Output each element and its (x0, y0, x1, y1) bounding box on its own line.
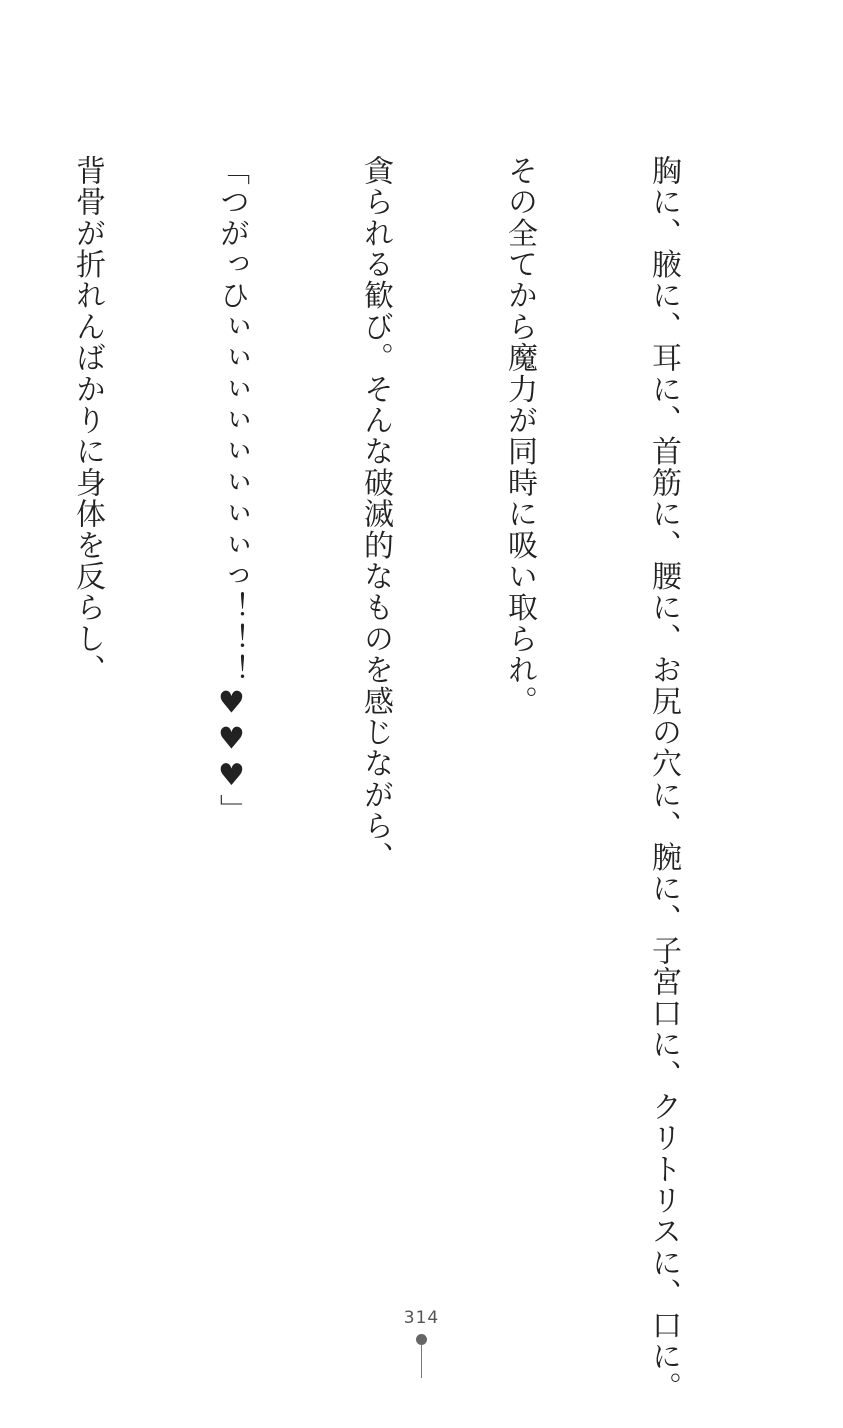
page-footer (0, 1308, 843, 1328)
page-number: 314 (403, 1308, 440, 1328)
text-line: その全てから魔力が同時に吸い取られ。 (502, 155, 537, 717)
text-line: 背骨が折れんばかりに身体を反らし、 (70, 155, 105, 686)
text-line: 貪られる歓び。そんな破滅的なものを感じながら、 (358, 155, 393, 873)
text-line: 「つがっひぃぃぃぃぃぃぃぃっ！！！♥♥♥」 (214, 155, 249, 826)
text-line: 胸に、腋に、耳に、首筋に、腰に、お尻の穴に、腕に、子宮口に、クリトリスに、口に。 (646, 155, 681, 1403)
footer-line-ornament (421, 1344, 422, 1378)
